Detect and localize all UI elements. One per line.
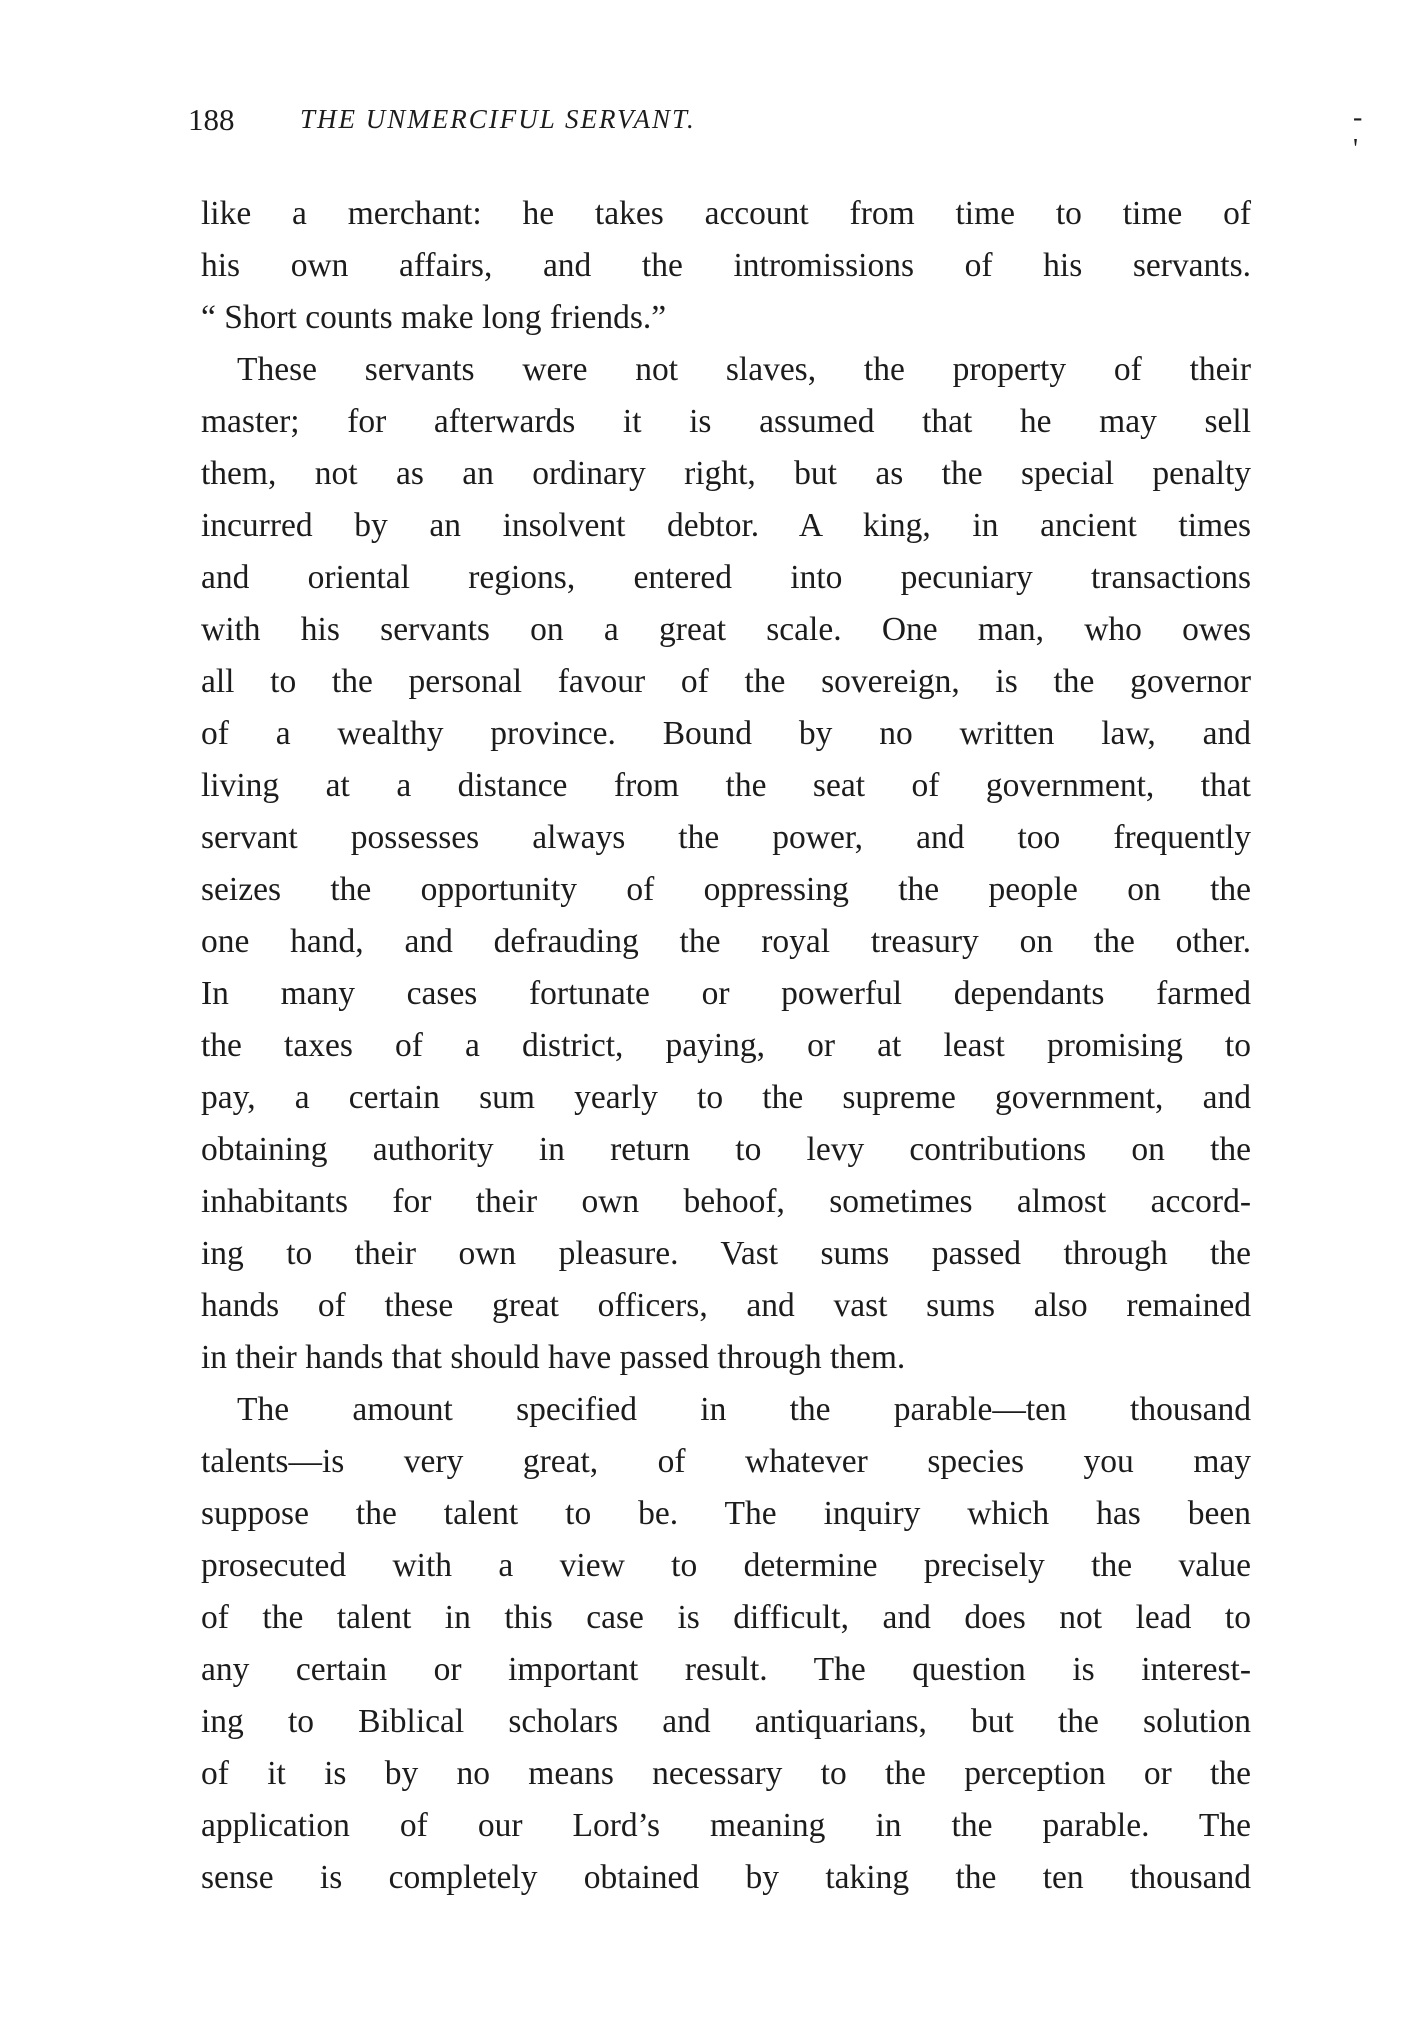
text-line: and oriental regions, entered into pecuniary transactions [201,559,1251,596]
text-line: living at a distance from the seat of government, that [201,767,1251,804]
text-line: talents—is very great, of whatever species you may [201,1443,1251,1480]
running-header [188,102,1363,165]
text-line: These servants were not slaves, the property of their [237,351,1251,388]
text-line: master; for afterwards it is assumed that he may sell [201,403,1251,440]
text-line: any certain or important result. The question is interest- [201,1651,1251,1688]
text-line: servant possesses always the power, and too frequently [201,819,1251,856]
text-line: of a wealthy province. Bound by no written law, and [201,715,1251,752]
text-line: In many cases fortunate or powerful dependants farmed [201,975,1251,1012]
text-line: The amount specified in the parable—ten thousand [237,1391,1251,1428]
text-line: inhabitants for their own behoof, sometimes almost accord- [201,1183,1251,1220]
text-line: them, not as an ordinary right, but as the special penalty [201,455,1251,492]
text-line: seizes the opportunity of oppressing the people on the [201,871,1251,908]
text-line: one hand, and defrauding the royal treasury on the other. [201,923,1251,960]
text-line: incurred by an insolvent debtor. A king, in ancient times [201,507,1251,544]
text-line: like a merchant: he takes account from time to time of [201,195,1251,232]
text-line: application of our Lord’s meaning in the parable. The [201,1807,1251,1844]
text-line: of it is by no means necessary to the perception or the [201,1755,1251,1792]
text-line: suppose the talent to be. The inquiry which has been [201,1495,1251,1532]
text-line: hands of these great officers, and vast sums also remained [201,1287,1251,1324]
text-line: the taxes of a district, paying, or at least promising to [201,1027,1251,1064]
text-line: his own affairs, and the intromissions of his servants. [201,247,1251,284]
text-line: obtaining authority in return to levy contributions on the [201,1131,1251,1168]
page-body-text [201,188,1251,1904]
text-line: with his servants on a great scale. One man, who owes [201,611,1251,648]
running-title: THE UNMERCIFUL SERVANT. [300,104,696,134]
text-line: sense is completely obtained by taking the ten thousand [201,1859,1251,1896]
text-line: “ Short counts make long friends.” [201,299,667,336]
text-line: ing to their own pleasure. Vast sums passed through the [201,1235,1251,1272]
margin-mark: - ' [1353,102,1363,165]
text-line: all to the personal favour of the sovereign, is the governor [201,663,1251,700]
text-line: in their hands that should have passed through them. [201,1339,906,1376]
text-line: prosecuted with a view to determine precisely the value [201,1547,1251,1584]
page-number: 188 [188,102,235,137]
text-line: ing to Biblical scholars and antiquarians, but the solution [201,1703,1251,1740]
text-line: of the talent in this case is difficult, and does not lead to [201,1599,1251,1636]
text-line: pay, a certain sum yearly to the supreme government, and [201,1079,1251,1116]
